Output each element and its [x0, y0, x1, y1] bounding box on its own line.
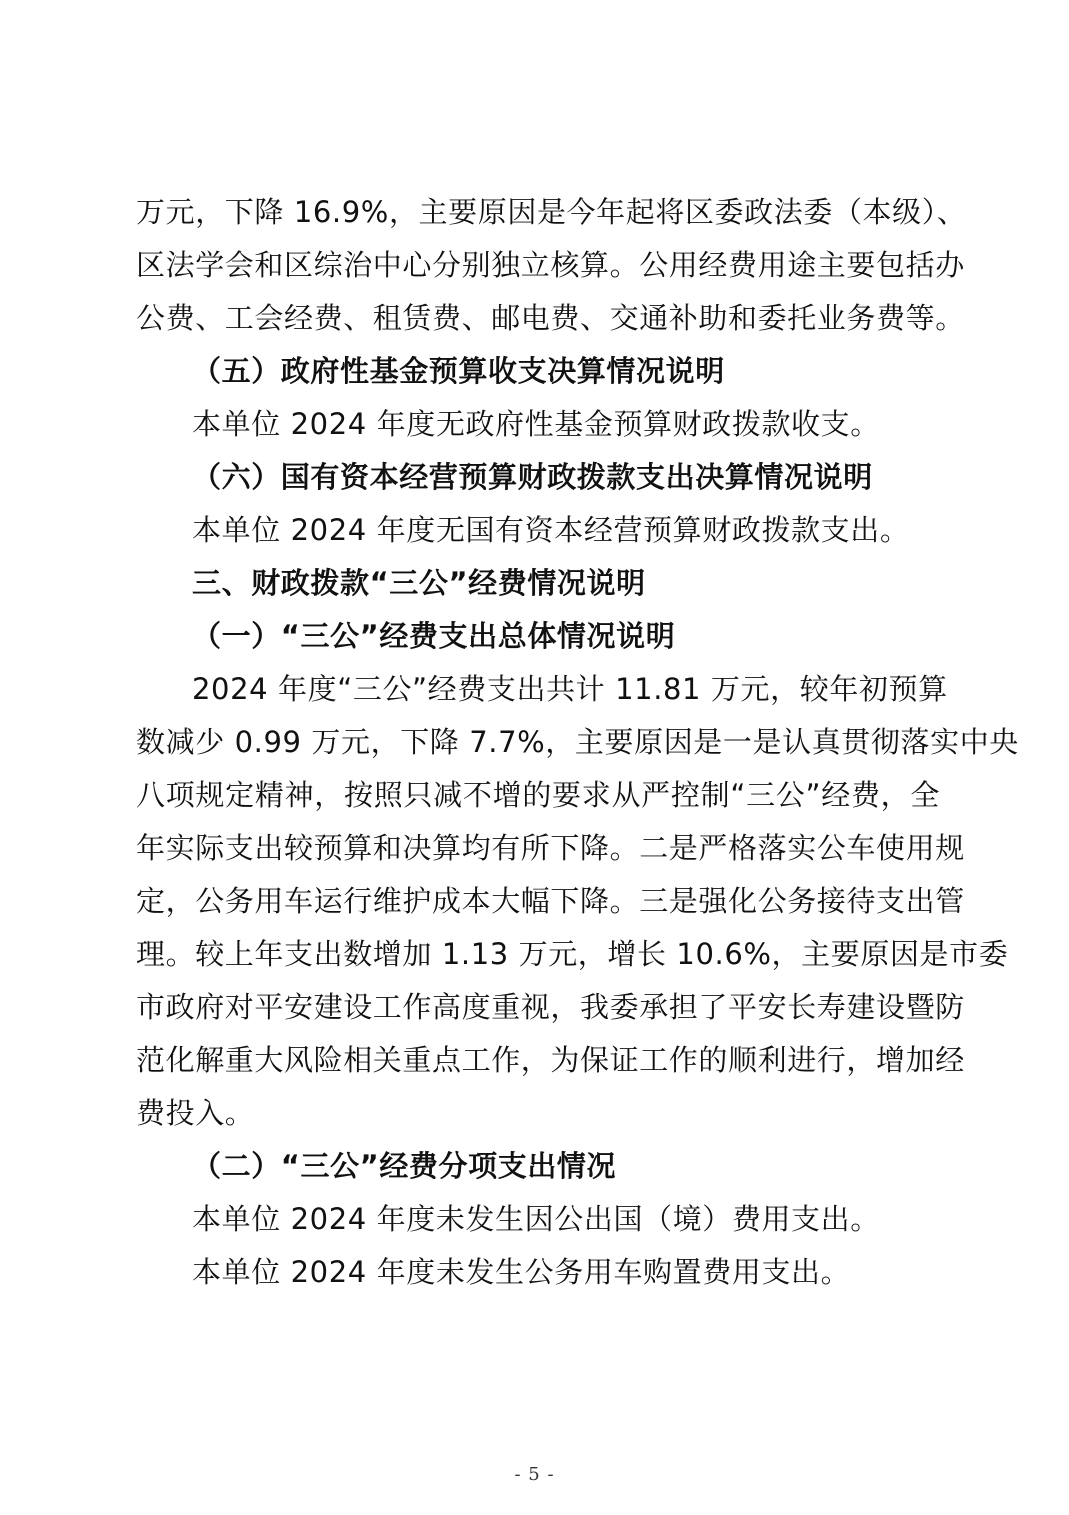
paragraph-line: 费投入。 — [136, 1096, 255, 1130]
page-number: - 5 - — [514, 1464, 555, 1485]
paragraph-line: 本单位 2024 年度未发生因公出国（境）费用支出。 — [192, 1202, 880, 1236]
paragraph-line: 理。较上年支出数增加 1.13 万元，增长 10.6%，主要原因是市委 — [136, 937, 1009, 971]
paragraph-line: 本单位 2024 年度未发生公务用车购置费用支出。 — [192, 1255, 851, 1289]
paragraph-line: 2024 年度“三公”经费支出共计 11.81 万元，较年初预算 — [192, 672, 948, 706]
section-heading-6: （六）国有资本经营预算财政拨款支出决算情况说明 — [192, 460, 873, 494]
paragraph-line: 区法学会和区综治中心分别独立核算。公用经费用途主要包括办 — [136, 248, 965, 282]
paragraph-line: 年实际支出较预算和决算均有所下降。二是严格落实公车使用规 — [136, 831, 965, 865]
paragraph-line: 范化解重大风险相关重点工作，为保证工作的顺利进行，增加经 — [136, 1043, 965, 1077]
section-heading-1: （一）“三公”经费支出总体情况说明 — [192, 619, 676, 653]
paragraph-line: 市政府对平安建设工作高度重视，我委承担了平安长寿建设暨防 — [136, 990, 965, 1024]
paragraph-line: 数减少 0.99 万元，下降 7.7%，主要原因是一是认真贯彻落实中央 — [136, 725, 1019, 759]
paragraph-line: 本单位 2024 年度无国有资本经营预算财政拨款支出。 — [192, 513, 910, 547]
paragraph-line: 八项规定精神，按照只减不增的要求从严控制“三公”经费，全 — [136, 778, 940, 812]
section-heading-5: （五）政府性基金预算收支决算情况说明 — [192, 354, 725, 388]
body-text — [136, 186, 1019, 1299]
section-heading-2: （二）“三公”经费分项支出情况 — [192, 1149, 617, 1183]
paragraph-line: 本单位 2024 年度无政府性基金预算财政拨款收支。 — [192, 407, 880, 441]
paragraph-line: 定，公务用车运行维护成本大幅下降。三是强化公务接待支出管 — [136, 884, 965, 918]
paragraph-line: 公费、工会经费、租赁费、邮电费、交通补助和委托业务费等。 — [136, 301, 965, 335]
chapter-heading-3: 三、财政拨款“三公”经费情况说明 — [192, 566, 646, 600]
paragraph-line: 万元，下降 16.9%，主要原因是今年起将区委政法委（本级）、 — [136, 195, 967, 229]
